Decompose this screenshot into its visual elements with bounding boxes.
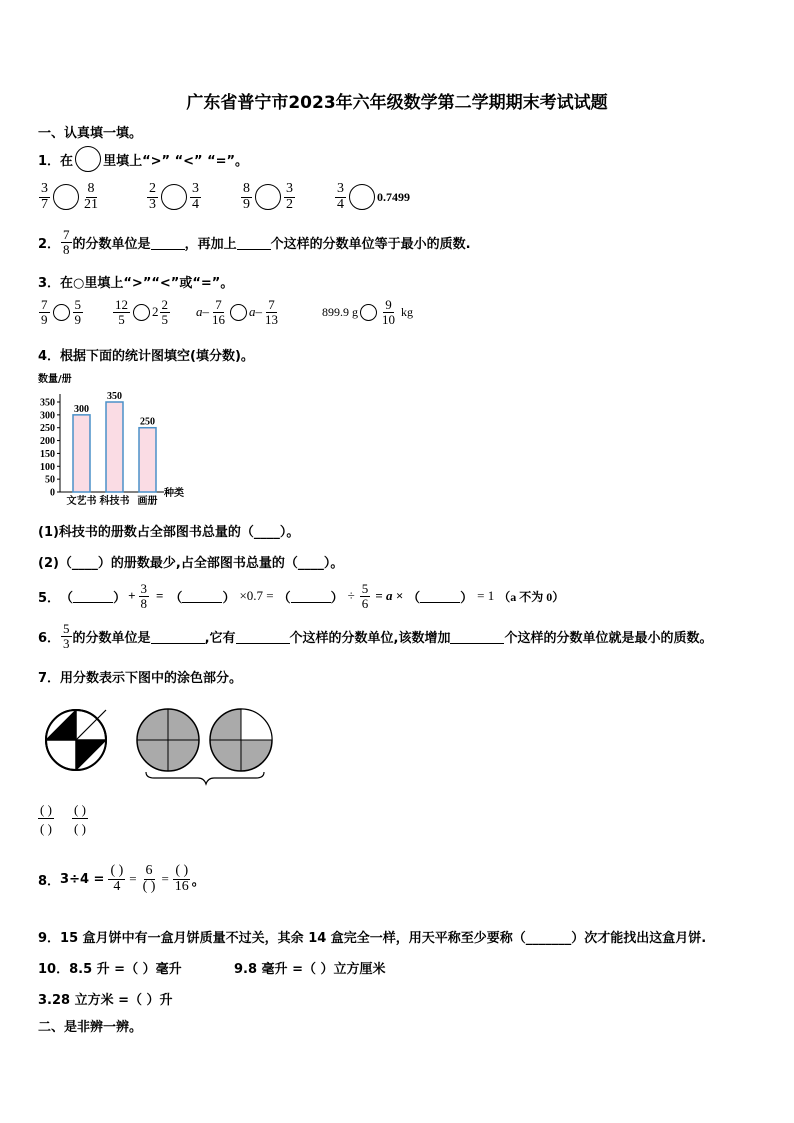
q1-text-post: 里填上“>” “<” “=”。 <box>103 153 249 169</box>
bar <box>106 402 123 492</box>
y-tick-label: 150 <box>40 448 55 460</box>
bar <box>139 428 156 492</box>
fraction-denominator: 21 <box>84 196 98 212</box>
q2-text-3: 个这样的分数单位等于最小的质数. <box>270 236 471 252</box>
page-title: 广东省普宁市2023年六年级数学第二学期期末考试试题 <box>186 93 608 113</box>
question-7 <box>38 667 242 686</box>
quarter-circle-figure <box>46 710 106 770</box>
fraction-denominator: 10 <box>382 311 395 327</box>
fraction-denominator: 16 <box>212 311 225 327</box>
fraction-denominator: 8 <box>140 595 147 611</box>
bar-chart <box>34 368 204 508</box>
circle-icon <box>75 146 101 172</box>
fraction-numerator: 3 <box>286 181 293 196</box>
y-tick-label: 250 <box>40 423 55 435</box>
answer-blank[interactable] <box>182 590 222 603</box>
fraction-numerator: 5 <box>63 621 70 636</box>
fraction-denominator: 3 <box>63 635 70 651</box>
answer-circle[interactable] <box>53 184 79 210</box>
q3-item <box>38 298 112 326</box>
q3-item <box>322 298 413 326</box>
question-1 <box>38 146 248 172</box>
fraction-denominator: 9 <box>243 196 250 212</box>
fraction-numerator: 2 <box>161 297 168 312</box>
y-tick-label: 0 <box>50 487 55 499</box>
three-quarter-circle-figure <box>210 709 272 771</box>
question-9: 9．15 盒月饼中有一盒月饼质量不过关，其余 14 盒完全一样，用天平称至少要称（_______）次才能找出这盒月饼. <box>38 931 707 946</box>
answer-paren-numerator[interactable]: ( ) <box>74 802 86 817</box>
q6-text-1: 的分数单位是 <box>72 630 151 646</box>
fraction-numerator: 9 <box>385 297 392 312</box>
minus-sign: – <box>255 304 262 320</box>
question-10-part-2: 9.8 毫升 =（ ）立方厘米 <box>234 962 386 977</box>
answer-circle[interactable] <box>230 304 247 321</box>
fraction-numerator: 7 <box>41 297 48 312</box>
fraction-denominator: 16 <box>174 878 189 894</box>
bar-value-label: 250 <box>140 416 155 428</box>
answer-blank[interactable] <box>291 590 331 603</box>
q6-text-4: 个这样的分数单位就是最小的质数。 <box>504 630 713 646</box>
q1-number: 1． <box>38 153 61 169</box>
right-paren: ） <box>330 590 344 606</box>
equals-sign: = <box>156 588 164 604</box>
section-heading-2: 二、是非辨一辨。 <box>38 1020 143 1035</box>
q2-number: 2． <box>38 236 61 252</box>
fraction-denominator: 4 <box>113 878 121 894</box>
plus-sign: + <box>128 588 136 604</box>
answer-paren-denominator[interactable]: ( ) <box>74 821 86 836</box>
answer-circle[interactable] <box>53 304 70 321</box>
q7-text: 用分数表示下图中的涂色部分。 <box>60 671 243 686</box>
q4-number: 4． <box>38 349 61 364</box>
x-tick-label: 文艺书 <box>66 496 97 507</box>
minus-sign: – <box>202 304 209 320</box>
fraction-numerator: 7 <box>215 297 222 312</box>
answer-circle[interactable] <box>161 184 187 210</box>
answer-paren[interactable]: ( ) <box>142 878 156 894</box>
question-10-part-1: 10．8.5 升 =（ ）毫升 <box>38 962 182 977</box>
variable-a: a <box>196 304 203 320</box>
fraction-numerator: 6 <box>145 863 153 878</box>
q3-item <box>112 298 196 326</box>
fraction-numerator: 12 <box>115 297 128 312</box>
fraction-numerator: 5 <box>74 297 81 312</box>
left-paren: （ <box>60 590 74 606</box>
q3-number: 3． <box>38 276 61 291</box>
answer-paren[interactable]: ( ) <box>175 863 189 878</box>
fraction-numerator: 3 <box>140 581 147 596</box>
q4-sub-2: (2)（____）的册数最少,占全部图书总量的（____）。 <box>38 556 344 571</box>
variable-a: a <box>249 304 256 320</box>
fraction-numerator: 3 <box>192 181 199 196</box>
answer-paren-denominator[interactable]: ( ) <box>40 821 52 836</box>
fraction-denominator: 4 <box>192 196 199 212</box>
left-paren: （ <box>169 590 183 606</box>
q1-item <box>146 182 240 212</box>
fraction-denominator: 7 <box>41 196 48 212</box>
q7-answer-1 <box>38 802 54 837</box>
fraction-denominator: 4 <box>337 196 344 212</box>
y-tick-label: 50 <box>45 474 55 486</box>
fraction-denominator: 6 <box>361 595 369 611</box>
fraction-numerator: 5 <box>361 581 369 596</box>
q1-item <box>240 182 334 212</box>
fraction-denominator: 9 <box>41 311 48 327</box>
bar-value-label: 300 <box>74 403 89 415</box>
answer-circle[interactable] <box>133 304 150 321</box>
y-axis-label: 数量/册 <box>38 374 72 385</box>
fraction-numerator: 7 <box>268 297 275 312</box>
section-heading-1: 一、认真填一填。 <box>38 126 143 141</box>
times-a-text: = a × <box>375 588 404 604</box>
fraction-denominator: 3 <box>149 196 156 212</box>
x-tick-label: 科技书 <box>99 496 130 507</box>
bar-value-label: 350 <box>107 391 122 402</box>
q6-number: 6． <box>38 630 61 646</box>
q6-text-2: ,它有 <box>204 630 236 646</box>
q2-text-2: ，再加上 <box>184 236 237 252</box>
left-paren: （ <box>407 590 421 606</box>
answer-paren[interactable]: ( ) <box>110 863 124 878</box>
q2-text-1: 的分数单位是 <box>72 236 151 252</box>
mixed-integer: 2 <box>152 304 159 320</box>
mass-value: 899.9 g <box>322 304 358 319</box>
question-4 <box>38 345 254 364</box>
x-axis-label: 种类 <box>164 488 184 499</box>
fraction-numerator: 7 <box>63 227 70 242</box>
q1-item <box>334 182 410 212</box>
fraction-numerator: 2 <box>149 181 156 196</box>
y-tick-label: 200 <box>40 436 55 448</box>
answer-blank[interactable] <box>450 629 504 644</box>
y-tick-label: 100 <box>40 461 55 473</box>
right-paren: ） <box>113 590 127 606</box>
question-8: 8． 3÷4 = $\frac{( )}{4}$ = $\frac{6}{( )}$ = $\frac{( )}{16}$ 。 <box>38 863 205 894</box>
answer-circle[interactable] <box>360 304 377 321</box>
full-circle-figure <box>137 709 199 771</box>
fraction-denominator: 8 <box>63 241 70 257</box>
question-6 <box>38 622 712 650</box>
fraction-figures <box>40 700 280 790</box>
fraction-denominator: 5 <box>118 311 125 327</box>
bar <box>73 415 90 492</box>
divide-sign: ÷ <box>347 588 355 604</box>
fraction-denominator: 9 <box>74 311 81 327</box>
q4-text: 根据下面的统计图填空(填分数)。 <box>60 349 254 364</box>
unit-label: kg <box>401 304 413 319</box>
times-text: ×0.7 = <box>239 588 274 604</box>
fraction-numerator: 3 <box>41 181 48 196</box>
answer-circle[interactable] <box>349 184 375 210</box>
q3-item <box>196 298 322 326</box>
q8-end: 。 <box>191 873 205 889</box>
q7-number: 7． <box>38 671 61 686</box>
fraction-numerator: 8 <box>243 181 250 196</box>
fraction-numerator: 3 <box>337 181 344 196</box>
fraction-denominator: 13 <box>265 311 278 327</box>
answer-blank[interactable] <box>151 629 205 644</box>
decimal-value: 0.7499 <box>377 189 410 204</box>
q6-text-3: 个这样的分数单位,该数增加 <box>289 630 451 646</box>
brace-icon <box>146 772 264 784</box>
q3-text: 在○里填上“>”“<”或“=”。 <box>60 276 234 291</box>
answer-blank[interactable] <box>73 590 113 603</box>
answer-blank[interactable] <box>151 235 185 250</box>
answer-blank[interactable] <box>236 629 290 644</box>
q1-item <box>38 182 146 212</box>
right-paren: ） <box>222 590 236 606</box>
q1-text-pre: 在 <box>60 153 74 169</box>
answer-blank[interactable] <box>237 235 271 250</box>
question-2 <box>38 228 471 256</box>
question-10-part-3: 3.28 立方米 =（ ）升 <box>38 993 173 1008</box>
fraction-numerator: 8 <box>87 181 95 196</box>
q3-comparisons <box>38 298 413 326</box>
q7-answer-2 <box>72 802 88 837</box>
question-3 <box>38 272 233 291</box>
fraction-denominator: 5 <box>161 311 168 327</box>
q1-comparisons <box>38 182 458 212</box>
question-5 <box>38 582 564 610</box>
q5-number: 5． <box>38 590 61 606</box>
q4-sub-1: (1)科技书的册数占全部图书总量的（____）。 <box>38 525 300 540</box>
equals-one-text: = 1 <box>477 588 495 604</box>
q8-lhs: 3÷4 = <box>60 871 105 887</box>
right-paren: ） <box>460 590 474 606</box>
note-text: （a 不为 0） <box>498 589 565 604</box>
left-paren: （ <box>277 590 291 606</box>
y-tick-label: 350 <box>40 397 55 409</box>
q8-number: 8． <box>38 873 61 889</box>
y-tick-label: 300 <box>40 410 55 422</box>
fraction-denominator: 2 <box>286 196 293 212</box>
x-tick-label: 画册 <box>137 496 158 507</box>
answer-paren-numerator[interactable]: ( ) <box>40 802 52 817</box>
answer-blank[interactable] <box>420 590 460 603</box>
answer-circle[interactable] <box>255 184 281 210</box>
